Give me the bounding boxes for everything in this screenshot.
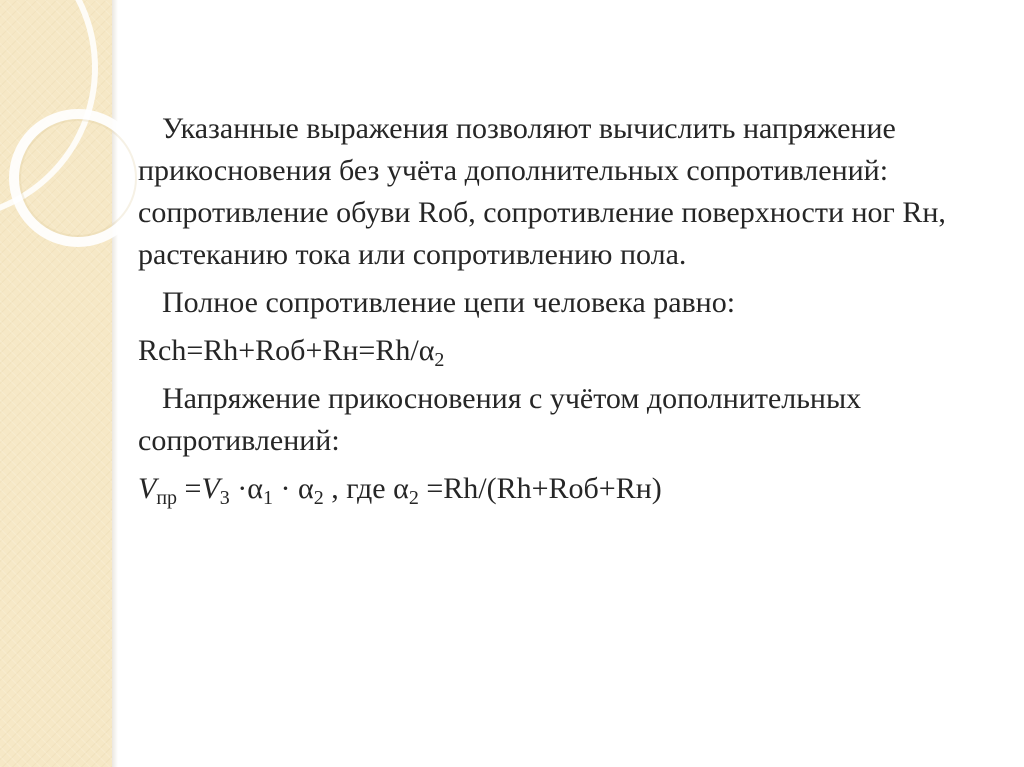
formula2-a3-sub: 2	[408, 487, 419, 509]
paragraph-intro: Указанные выражения позволяют вычислить напряжение прикосновения без учёта дополнительных сопротивлений: сопротивление обуви Rоб, сопротивление поверхности ног Rн, растеканию тока или сопротивлению пола.	[138, 112, 946, 271]
formula-touch-voltage	[138, 468, 998, 510]
formula2-v2-sub: 3	[219, 487, 230, 509]
formula2-v2: V	[201, 472, 220, 505]
formula2-eq: =	[177, 472, 202, 505]
formula2-v1-sub: пр	[156, 487, 178, 509]
formula1-main: Rch=Rh+Rоб+Rн=Rh/α	[138, 334, 435, 367]
formula2-dot2: · α	[273, 472, 314, 505]
slide-body	[138, 108, 998, 510]
formula1-sub: 2	[434, 349, 445, 371]
formula2-a2-sub: 2	[313, 487, 324, 509]
formula2-rest: =Rh/(Rh+Rоб+Rн)	[418, 472, 662, 505]
formula2-where: , где α	[323, 472, 409, 505]
formula-total-resistance	[138, 330, 998, 372]
paragraph-touch-voltage: Напряжение прикосновения с учётом дополнительных сопротивлений:	[138, 382, 862, 457]
formula2-a1-sub: 1	[263, 487, 273, 509]
paragraph-total-resistance: Полное сопротивление цепи человека равно:	[162, 286, 736, 319]
decorative-arcs	[0, 0, 140, 300]
formula2-dot1: ·α	[229, 472, 263, 505]
formula2-v1: V	[138, 472, 157, 505]
